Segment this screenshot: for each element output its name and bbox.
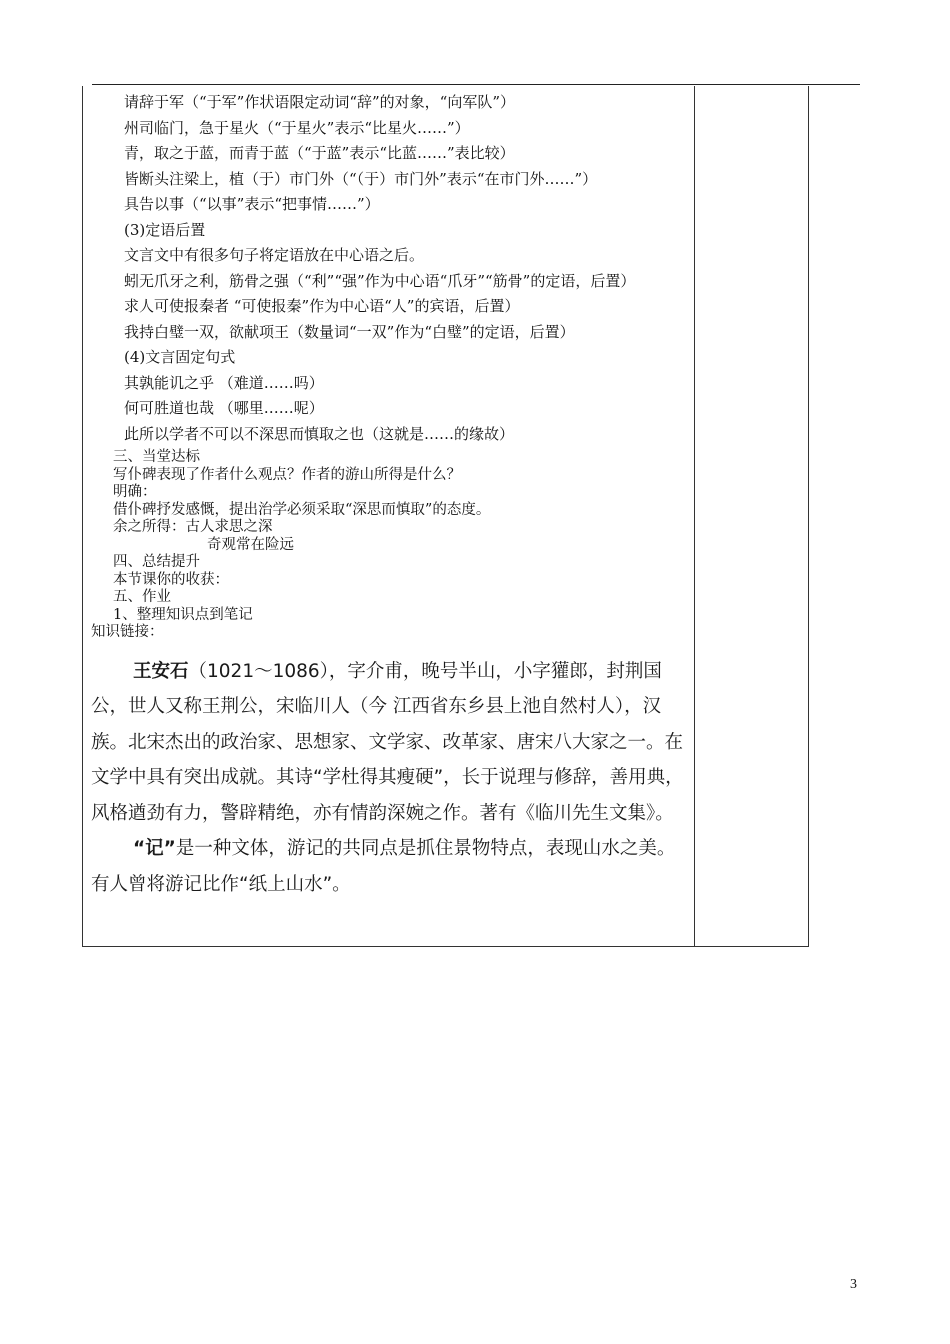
text-line: 文言文中有很多句子将定语放在中心语之后。 (124, 246, 425, 264)
text-line: 州司临门，急于星火（“于星火”表示“比星火……”） (124, 118, 470, 137)
ji-text: 是一种文体，游记的共同点是抓住景物特点，表现山水之美。有人曾将游记比作“纸上山水”。 (91, 838, 676, 895)
text-line: 求人可使报秦者 “可使报秦”作为中心语“人”的宾语，后置） (124, 297, 520, 315)
subheading: (4)文言固定句式 (124, 348, 236, 366)
section-heading: 三、当堂达标 (113, 449, 200, 465)
ji-paragraph (91, 831, 687, 902)
subheading: (3)定语后置 (124, 220, 206, 239)
text-line: 青，取之于蓝，而青于蓝（“于蓝”表示“比蓝……”表比较） (124, 144, 515, 162)
lesson-table (82, 86, 809, 947)
knowledge-label: 知识链接： (91, 624, 164, 640)
text-line: 请辞于军（“于军”作状语限定动词“辞”的对象，“向军队”） (124, 93, 516, 111)
section-heading: 四、总结提升 (113, 554, 200, 570)
text-line: 蚓无爪牙之利，筋骨之强（“利”“强”作为中心语“爪牙”“筋骨”的定语，后置） (124, 271, 636, 290)
text-line: 明确： (113, 484, 157, 500)
text-line: 我持白璧一双，欲献项王（数量词“一双”作为“白璧”的定语，后置） (124, 322, 575, 341)
text-line: 何可胜道也哉 （哪里……呢） (124, 399, 324, 417)
ji-term: “记” (133, 838, 176, 859)
section-heading: 五、作业 (113, 589, 171, 605)
text-line: 奇观常在险远 (207, 536, 294, 553)
text-line: 1、整理知识点到笔记 (113, 606, 253, 623)
bio-text: （1021～1086），字介甫，晚号半山，小字獾郎，封荆国公，世人又称王荆公，宋临川人（今 江西省东乡县上池自然村人），汉族。北宋杰出的政治家、思想家、文学家、改革家、唐宋八大家之一。在文学中具有突出成就。其诗“学杜得其瘦硬”，长于说理与修辞，善用典，风格遒劲有力，警辟精绝，亦有情韵深婉之作。著有《临川先生文集》。 (91, 660, 684, 824)
text-line: 本节课你的收获： (113, 571, 229, 588)
header-rule (92, 84, 860, 85)
text-line: 其孰能讥之乎 （难道……吗） (124, 373, 324, 392)
text-line: 余之所得：古人求思之深 (113, 519, 273, 535)
author-name: 王安石 (133, 660, 189, 682)
text-line: 写仆碑表现了作者什么观点？作者的游山所得是什么？ (113, 466, 461, 483)
text-line: 具告以事（“以事”表示“把事情……”） (124, 195, 380, 213)
text-line: 皆断头注梁上，植（于）市门外（“（于）市门外”表示“在市门外……”） (124, 169, 598, 188)
main-cell (91, 90, 687, 902)
knowledge-link-block (91, 654, 687, 903)
text-line: 此所以学者不可以不深思而慎取之也（这就是……的缘故） (124, 424, 515, 443)
text-line: 借仆碑抒发感慨，提出治学必须采取“深思而慎取”的态度。 (113, 501, 491, 518)
column-divider (694, 86, 695, 946)
page-number: 3 (850, 1277, 857, 1292)
bio-paragraph (91, 654, 687, 832)
